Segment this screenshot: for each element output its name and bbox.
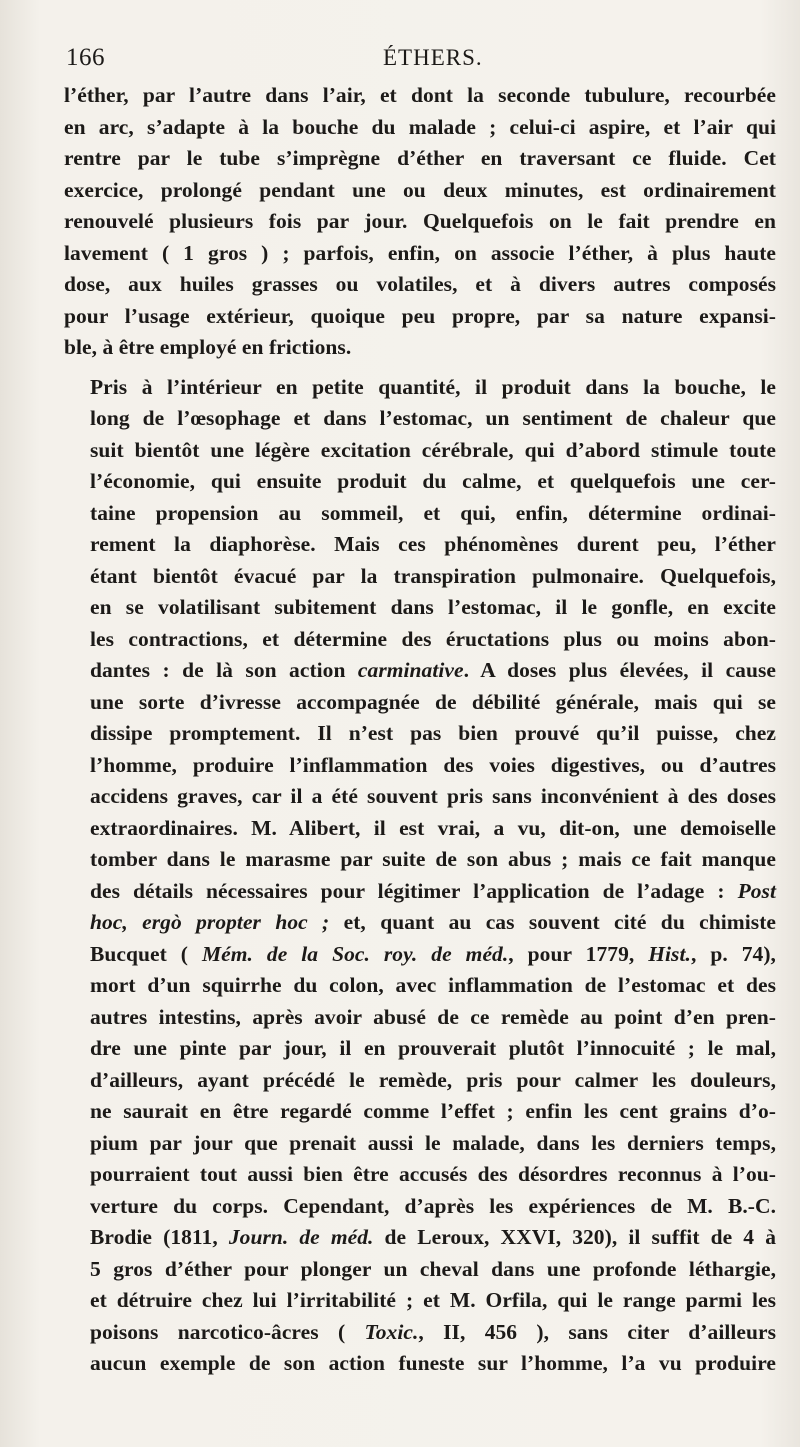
text-segment: dantes : de là son action <box>90 658 358 682</box>
text-line: pour l’usage extérieur, quoique peu propre, par sa nature expansi- <box>64 303 776 328</box>
text-line: extraordinaires. M. Alibert, il est vrai, a vu, dit-on, une demoiselle <box>90 815 776 840</box>
page-header <box>66 44 766 78</box>
text-segment: Bucquet ( <box>90 941 202 966</box>
text-line: verture du corps. Cependant, d’après les expériences de M. B.-C. <box>90 1193 776 1218</box>
text-line-brodie <box>64 1222 776 1254</box>
text-line: ble, à être employé en frictions. <box>64 335 352 359</box>
text-line: renouvelé plusieurs fois par jour. Quelquefois on le fait prendre en <box>64 209 776 233</box>
text-line: mort d’un squirrhe du colon, avec inflammation de l’estomac et des <box>90 973 776 997</box>
text-line-bucquet <box>64 939 776 971</box>
text-line: dose, aux huiles grasses ou volatiles, et à divers autres composés <box>64 272 776 296</box>
text-segment: Brodie (1811, <box>90 1225 229 1249</box>
italic-citation: Toxic. <box>364 1319 419 1344</box>
paragraph-2 <box>64 372 776 1380</box>
text-line: étant bientôt évacué par la transpiration pulmonaire. Quelquefois, <box>90 563 776 588</box>
text-line-hoc <box>64 907 776 939</box>
text-line: en se volatilisant subitement dans l’estomac, il le gonfle, en excite <box>90 595 776 619</box>
text-line: exercice, prolongé pendant une ou deux minutes, est ordinairement <box>64 177 776 202</box>
text-line: taine propension au sommeil, et qui, enfin, détermine ordinai- <box>90 500 776 525</box>
italic-term: hoc, ergò propter hoc ; <box>90 910 330 934</box>
text-segment: des détails nécessaires pour légitimer l’application de l’adage : <box>90 878 738 903</box>
text-line: d’ailleurs, ayant précédé le remède, pris pour calmer les douleurs, <box>90 1067 776 1092</box>
text-line-carminative <box>64 655 776 687</box>
text-line: long de l’œsophage et dans l’estomac, un sentiment de chaleur que <box>90 406 776 430</box>
italic-citation: Journ. de méd. <box>228 1225 374 1249</box>
page-number: 166 <box>66 44 105 71</box>
text-line: suit bientôt une légère excitation cérébrale, qui d’abord stimule toute <box>90 437 776 462</box>
text-line: dre une pinte par jour, il en prouverait plutôt l’innocuité ; le mal, <box>90 1036 776 1060</box>
text-line: lavement ( 1 gros ) ; parfois, enfin, on associe l’éther, à plus haute <box>64 240 776 265</box>
text-segment: poisons narcotico-âcres ( <box>90 1319 365 1344</box>
text-segment: , pour 1779, <box>508 941 649 966</box>
text-line: ne saurait en être regardé comme l’effet ; enfin les cent grains d’o- <box>90 1099 776 1123</box>
text-line: pium par jour que prenait aussi le malade, dans les derniers temps, <box>90 1130 776 1155</box>
italic-citation: Hist. <box>648 941 691 966</box>
italic-term: carminative <box>357 658 464 682</box>
text-line: Pris à l’intérieur en petite quantité, il produit dans la bouche, le <box>90 374 776 399</box>
text-line: l’éther, par l’autre dans l’air, et dont la seconde tubulure, recourbée <box>64 83 776 107</box>
italic-term: Post <box>737 878 776 903</box>
text-line: rentre par le tube s’imprègne d’éther en traversant ce fluide. Cet <box>64 146 776 170</box>
body-text <box>64 80 776 1380</box>
text-line-final: aucun exemple de son action funeste sur l’homme, l’a vu produire <box>90 1351 776 1375</box>
text-line: accidens graves, car il a été souvent pris sans inconvénient à des doses <box>90 784 776 808</box>
text-line: rement la diaphorèse. Mais ces phénomènes durent peu, l’éther <box>90 532 776 556</box>
text-line: dissipe promptement. Il n’est pas bien prouvé qu’il puisse, chez <box>90 721 776 745</box>
paragraph-1 <box>64 80 776 364</box>
text-line: 5 gros d’éther pour plonger un cheval dans une profonde léthargie, <box>90 1256 776 1281</box>
text-line: l’homme, produire l’inflammation des voies digestives, ou d’autres <box>90 752 776 777</box>
running-head: ÉTHERS. <box>383 45 483 70</box>
text-segment: de Leroux, XXVI, 320), il suffit de 4 à <box>373 1225 776 1249</box>
text-line-post <box>64 876 776 908</box>
text-line: les contractions, et détermine des éructations plus ou moins abon- <box>90 626 776 651</box>
text-line: et détruire chez lui l’irritabilité ; et M. Orfila, qui le range parmi les <box>90 1288 776 1312</box>
text-segment: , II, 456 ), sans citer d’ailleurs <box>418 1319 776 1344</box>
text-line: une sorte d’ivresse accompagnée de débilité générale, mais qui se <box>90 689 776 714</box>
text-line: autres intestins, après avoir abusé de ce remède au point d’en pren- <box>90 1004 776 1029</box>
text-segment: . A doses plus élevées, il cause <box>463 658 776 682</box>
text-segment: et, quant au cas souvent cité du chimiste <box>329 910 776 934</box>
text-line: en arc, s’adapte à la bouche du malade ; celui-ci aspire, et l’air qui <box>64 114 776 139</box>
text-line: tomber dans le marasme par suite de son abus ; mais ce fait manque <box>90 847 776 871</box>
text-line-toxic <box>64 1317 776 1349</box>
italic-citation: Mém. de la Soc. roy. de méd. <box>201 941 509 966</box>
text-line: pourraient tout aussi bien être accusés des désordres reconnus à l’ou- <box>90 1162 776 1186</box>
text-segment: , p. 74), <box>690 941 776 966</box>
text-line: l’économie, qui ensuite produit du calme, et quelquefois une cer- <box>90 469 776 493</box>
